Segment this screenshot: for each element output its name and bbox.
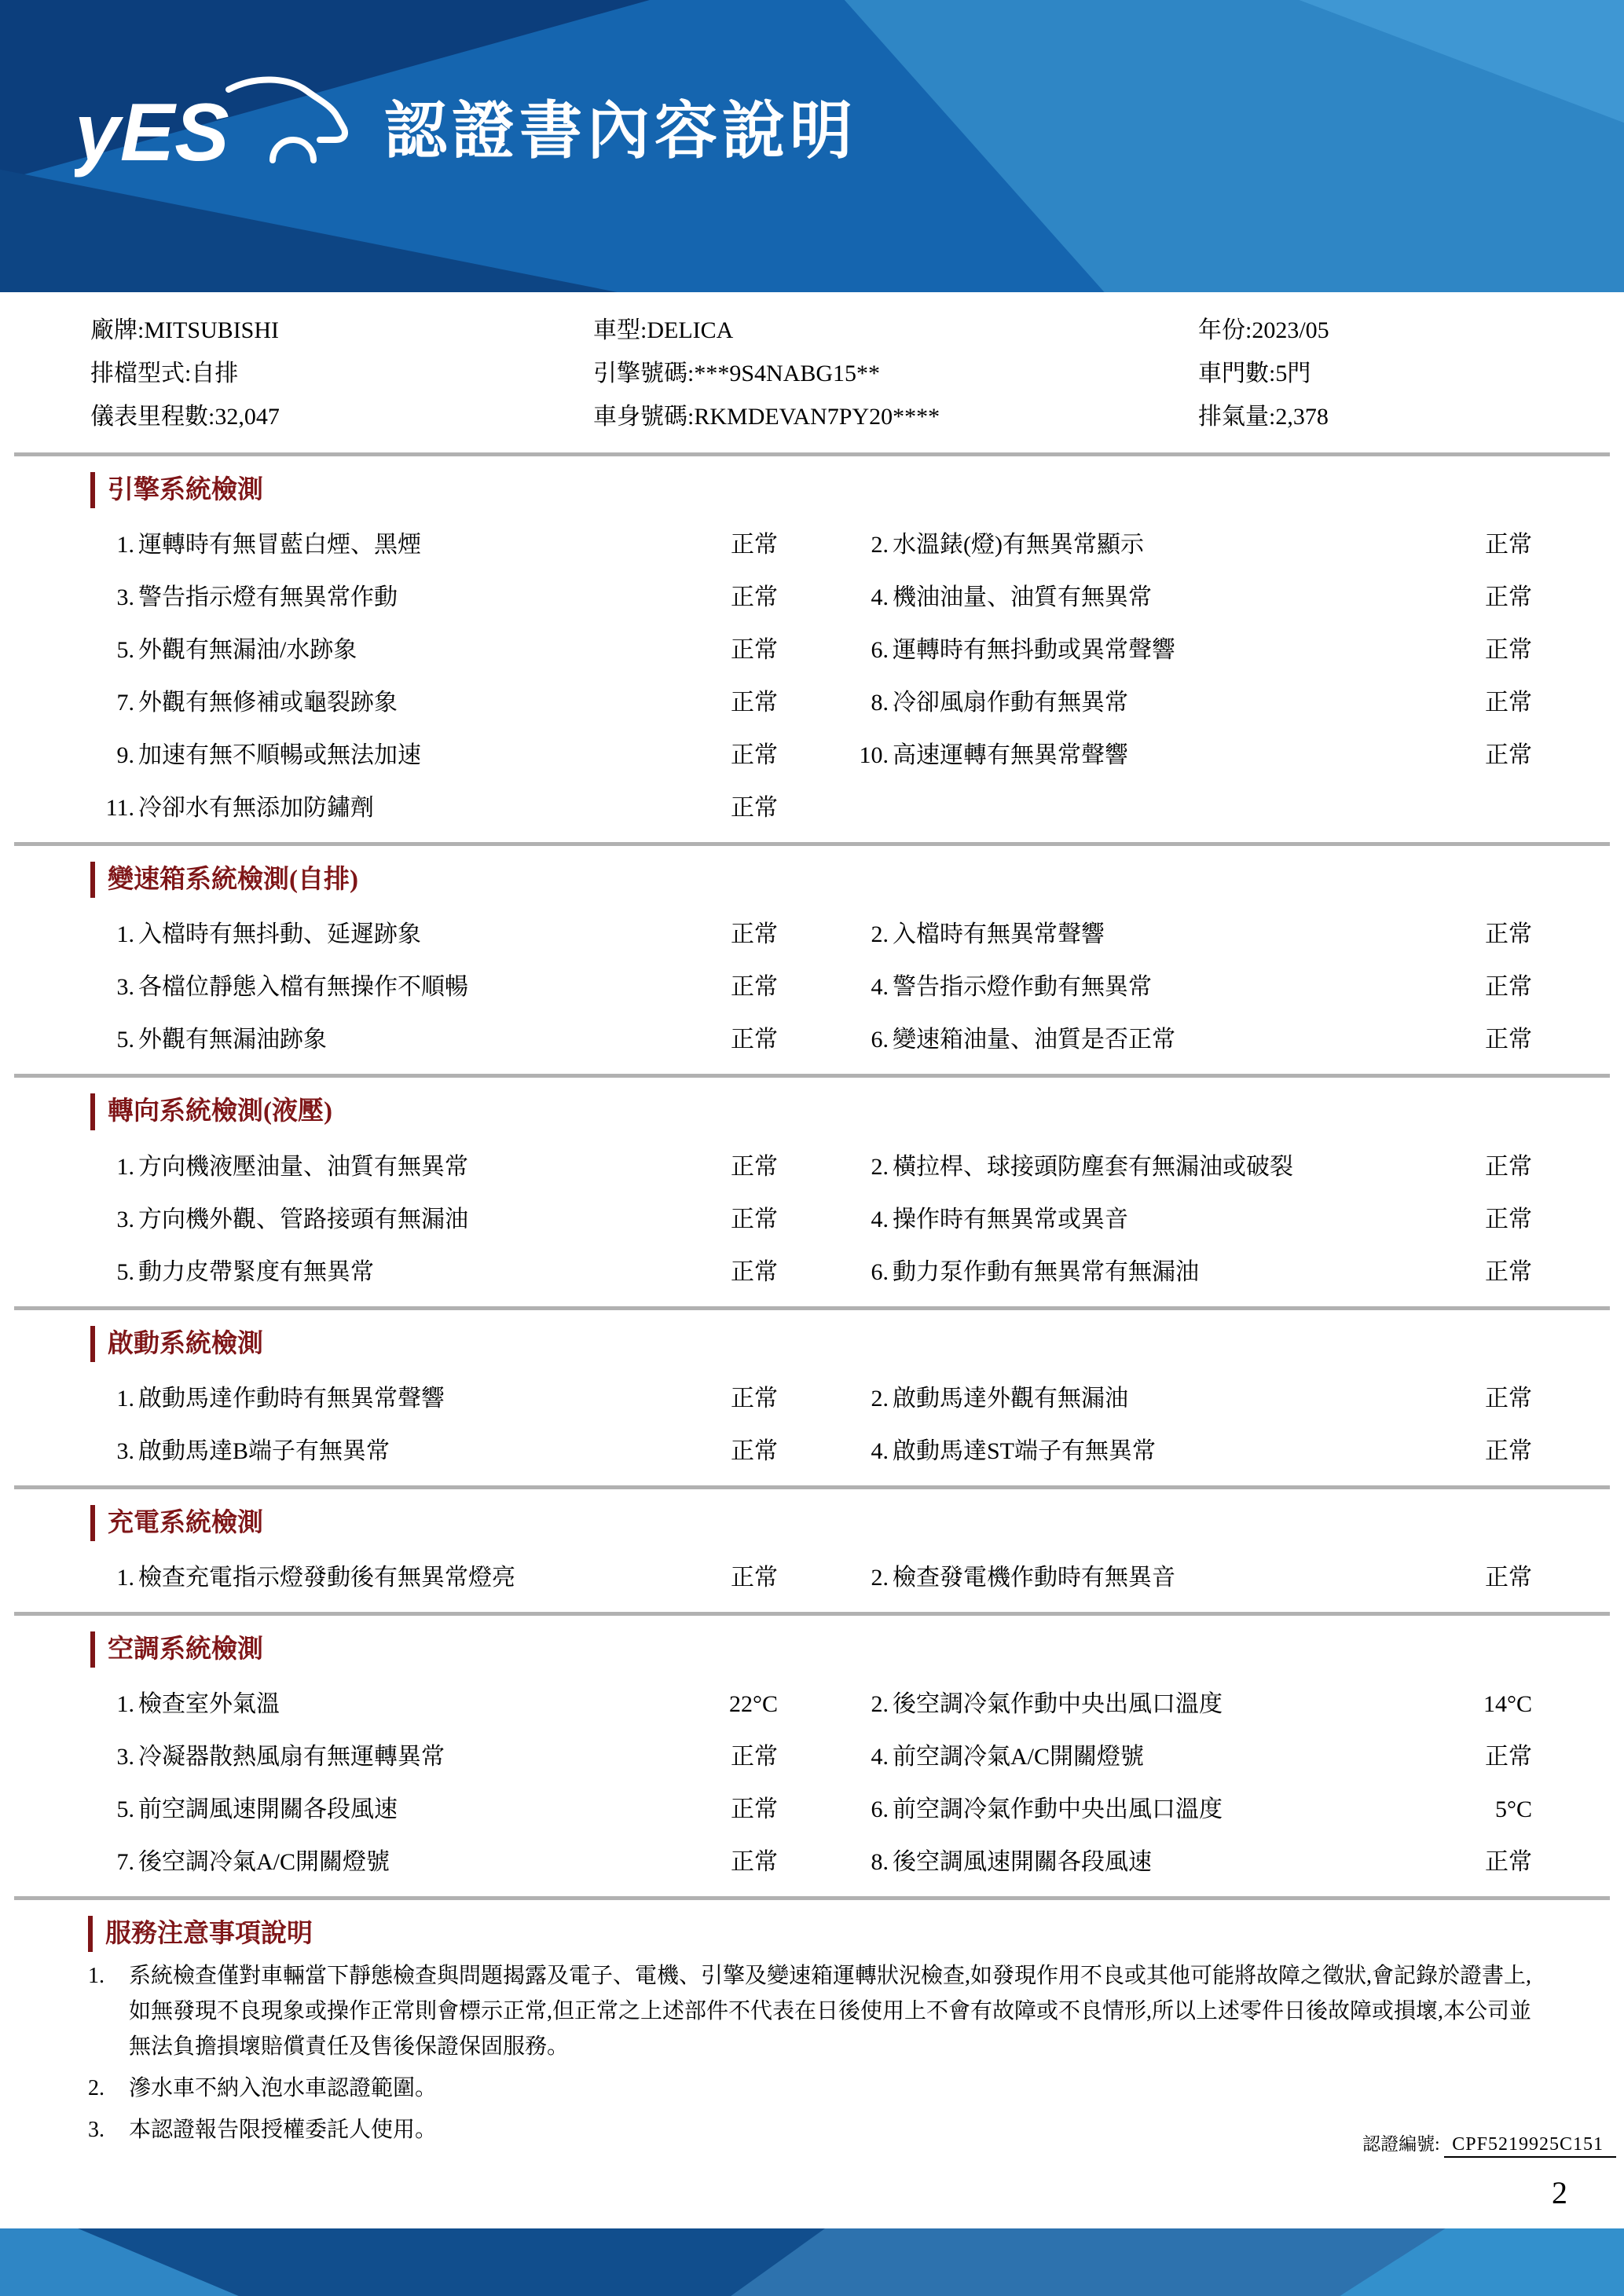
item-result: 正常 [731,1849,778,1876]
item-result: 正常 [1485,1153,1532,1180]
item-number: 2. [871,1564,889,1591]
item-number: 9. [116,742,134,769]
item-number: 8. [871,690,889,716]
item-result: 正常 [1485,1206,1532,1232]
logo-text: yES [75,87,229,178]
item-text: 啟動馬達外觀有無漏油 [893,1385,1128,1412]
item-number: 4. [871,974,889,1001]
inspection-item [845,1151,1532,1184]
info-label: 車型: [593,317,647,343]
item-text: 前空調冷氣作動中央出風口溫度 [893,1796,1223,1823]
inspection-item [90,971,778,1004]
service-note [88,2112,1549,2148]
item-number: 2. [871,1153,889,1180]
item-number: 1. [116,921,134,948]
item-text: 高速運轉有無異常聲響 [893,742,1128,769]
item-result: 正常 [731,921,778,948]
item-number: 2. [871,1385,889,1412]
car-roofline [229,79,345,140]
item-number: 3. [116,974,134,1001]
info-transmission [90,357,593,390]
section-service-notes [0,1900,1624,2155]
header-content [75,58,857,192]
item-number: 1. [116,1385,134,1412]
item-result: 正常 [731,690,778,716]
info-engine-no [593,357,1198,390]
item-result: 正常 [731,974,778,1001]
item-number: 6. [871,637,889,664]
item-result: 正常 [1485,921,1532,948]
note-number: 1. [88,1964,104,1989]
info-year [1198,314,1624,347]
item-text: 運轉時有無冒藍白煙、黑煙 [138,532,421,558]
info-value: MITSUBISHI [144,317,280,343]
item-number: 7. [116,690,134,716]
inspection-item [90,1256,778,1289]
item-result: 正常 [731,532,778,558]
item-result: 5°C [1494,1796,1532,1823]
inspection-items [90,1151,1532,1289]
section-title: 空調系統檢測 [90,1631,263,1668]
item-result: 正常 [1485,1258,1532,1285]
item-text: 前空調風速開關各段風速 [138,1796,398,1823]
page-title: 認證書內容說明 [384,95,857,166]
section-title: 轉向系統檢測(液壓) [90,1093,332,1130]
info-value: 2023/05 [1252,317,1329,343]
section-starting [0,1310,1624,1485]
item-number: 2. [871,921,889,948]
info-value: ***9S4NABG15** [694,361,881,386]
inspection-item [90,1793,778,1826]
section-title: 引擎系統檢測 [90,472,263,508]
item-text: 外觀有無修補或龜裂跡象 [138,690,398,716]
service-note [88,1958,1549,2064]
inspection-item [845,739,1532,772]
item-text: 外觀有無漏油跡象 [138,1027,327,1053]
inspection-items [90,1562,1532,1595]
inspection-item [845,1382,1532,1415]
item-number: 4. [871,584,889,611]
service-note [88,2071,1549,2106]
item-result: 正常 [1485,1027,1532,1053]
item-number: 4. [871,1744,889,1771]
info-value: 自排 [191,361,239,386]
certificate-number-label: 認證編號: [1362,2134,1440,2155]
info-label: 車身號碼: [593,404,695,430]
inspection-items [90,1382,1532,1468]
item-text: 變速箱油量、油質是否正常 [893,1027,1175,1053]
item-text: 後空調冷氣A/C開關燈號 [138,1849,390,1876]
note-text: 本認證報告限授權委託人使用。 [129,2118,438,2143]
item-result: 14°C [1483,1691,1532,1718]
inspection-item [845,918,1532,951]
item-number: 3. [116,1206,134,1232]
item-text: 檢查發電機作動時有無異音 [893,1564,1175,1591]
item-result: 正常 [1485,690,1532,716]
inspection-item [90,1741,778,1774]
item-text: 檢查充電指示燈發動後有無異常燈亮 [138,1564,515,1591]
info-label: 車門數: [1198,361,1276,386]
info-value: 5門 [1275,361,1311,386]
inspection-item [90,792,778,825]
inspection-item [845,1741,1532,1774]
item-result: 正常 [1485,974,1532,1001]
inspection-item [90,1435,778,1468]
inspection-items [90,529,1532,825]
section-aircon [0,1616,1624,1896]
inspection-item [90,1023,778,1056]
section-charging [0,1489,1624,1612]
info-brand [90,314,593,347]
info-value: 32,047 [214,404,280,430]
item-text: 加速有無不順暢或無法加速 [138,742,421,769]
item-text: 方向機液壓油量、油質有無異常 [138,1153,468,1180]
item-result: 正常 [731,637,778,664]
item-result: 正常 [1485,532,1532,558]
certificate-number: CPF5219925C151 [1444,2134,1616,2158]
item-number: 4. [871,1437,889,1464]
item-text: 各檔位靜態入檔有無操作不順暢 [138,974,468,1001]
item-text: 橫拉桿、球接頭防塵套有無漏油或破裂 [893,1153,1293,1180]
note-number: 3. [88,2118,104,2143]
inspection-items [90,918,1532,1056]
inspection-item [90,1382,778,1415]
item-number: 7. [116,1849,134,1876]
item-result: 正常 [1485,1744,1532,1771]
item-result: 正常 [731,1206,778,1232]
item-text: 機油油量、油質有無異常 [893,584,1152,611]
info-label: 儀表里程數: [90,404,215,430]
item-number: 3. [116,584,134,611]
inspection-item [90,1562,778,1595]
item-number: 3. [116,1744,134,1771]
item-number: 1. [116,1564,134,1591]
inspection-item [845,687,1532,720]
info-value: 2,378 [1275,404,1329,430]
item-result: 正常 [731,1258,778,1285]
item-number: 4. [871,1206,889,1232]
item-result: 正常 [731,1437,778,1464]
item-text: 水溫錶(燈)有無異常顯示 [893,532,1144,558]
item-number: 5. [116,1027,134,1053]
item-text: 啟動馬達ST端子有無異常 [893,1437,1157,1464]
car-wheel-arc [273,140,313,160]
item-result: 正常 [1485,742,1532,769]
item-result: 正常 [731,1153,778,1180]
inspection-item [845,971,1532,1004]
page-number: 2 [1552,2175,1567,2210]
item-result: 22°C [728,1691,778,1718]
item-text: 後空調風速開關各段風速 [893,1849,1152,1876]
item-text: 運轉時有無抖動或異常聲響 [893,637,1175,664]
item-result: 正常 [731,1796,778,1823]
section-title: 啟動系統檢測 [90,1326,263,1362]
item-text: 警告指示燈有無異常作動 [138,584,398,611]
item-result: 正常 [731,1385,778,1412]
item-result: 正常 [1485,1849,1532,1876]
inspection-item [90,1688,778,1721]
item-result: 正常 [731,584,778,611]
item-result: 正常 [1485,1437,1532,1464]
footer-decoration [0,2228,1624,2296]
inspection-item [90,918,778,951]
inspection-item [90,739,778,772]
section-steering [0,1078,1624,1305]
item-text: 冷卻風扇作動有無異常 [893,690,1128,716]
item-number: 11. [105,795,134,822]
note-text: 滲水車不納入泡水車認證範圍。 [129,2076,438,2101]
inspection-item [845,1846,1532,1879]
inspection-item [845,1256,1532,1289]
item-number: 5. [116,637,134,664]
item-text: 入檔時有無異常聲響 [893,921,1105,948]
item-result: 正常 [731,1027,778,1053]
item-text: 冷卻水有無添加防鏽劑 [138,795,374,822]
inspection-item [845,581,1532,614]
info-mileage [90,401,593,434]
item-number: 2. [871,1691,889,1718]
item-number: 10. [859,742,889,769]
item-number: 6. [871,1258,889,1285]
inspection-item [90,529,778,562]
section-transmission [0,846,1624,1074]
item-number: 6. [871,1796,889,1823]
info-doors [1198,357,1624,390]
item-result: 正常 [1485,584,1532,611]
item-text: 啟動馬達作動時有無異常聲響 [138,1385,445,1412]
item-result: 正常 [1485,1564,1532,1591]
info-value: RKMDEVAN7PY20**** [694,404,940,430]
inspection-item [90,687,778,720]
inspection-item [90,634,778,667]
item-result: 正常 [731,742,778,769]
item-text: 外觀有無漏油/水跡象 [138,637,357,664]
inspection-item [90,581,778,614]
info-value: DELICA [647,317,734,343]
inspection-item [845,634,1532,667]
item-result: 正常 [1485,1385,1532,1412]
item-number: 6. [871,1027,889,1053]
item-number: 3. [116,1437,134,1464]
item-text: 後空調冷氣作動中央出風口溫度 [893,1691,1223,1718]
item-number: 1. [116,1691,134,1718]
vehicle-info [90,314,1624,434]
item-text: 動力泵作動有無異常有無漏油 [893,1258,1199,1285]
info-label: 排檔型式: [90,361,192,386]
info-vin [593,401,1198,434]
item-text: 入檔時有無抖動、延遲跡象 [138,921,421,948]
info-label: 排氣量: [1198,404,1276,430]
item-number: 8. [871,1849,889,1876]
item-result: 正常 [731,795,778,822]
certificate-number-line [1362,2129,1616,2155]
info-label: 引擎號碼: [593,361,695,386]
item-number: 1. [116,532,134,558]
inspection-item [845,1688,1532,1721]
item-text: 冷凝器散熱風扇有無運轉異常 [138,1744,445,1771]
section-title: 服務注意事項說明 [88,1916,313,1952]
info-displacement [1198,401,1624,434]
yes-car-logo [75,58,350,192]
section-title: 變速箱系統檢測(自排) [90,862,358,898]
inspection-item [845,1793,1532,1826]
item-text: 檢查室外氣溫 [138,1691,280,1718]
item-result: 正常 [731,1564,778,1591]
item-text: 啟動馬達B端子有無異常 [138,1437,390,1464]
inspection-items [90,1688,1532,1879]
inspection-item [90,1203,778,1236]
item-text: 警告指示燈作動有無異常 [893,974,1152,1001]
item-text: 前空調冷氣A/C開關燈號 [893,1744,1145,1771]
inspection-item [90,1151,778,1184]
inspection-item [845,1435,1532,1468]
section-engine [0,456,1624,842]
item-result: 正常 [731,1744,778,1771]
item-text: 操作時有無異常或異音 [893,1206,1128,1232]
item-result: 正常 [1485,637,1532,664]
inspection-item [90,1846,778,1879]
note-text: 系統檢查僅對車輛當下靜態檢查與問題揭露及電子、電機、引擎及變速箱運轉狀況檢查,如發現作用不良或其他可能將故障之徵狀,會記錄於證書上,如無發現不良現象或操作正常則會標示正常,但正常之上述部件不代表在日後使用上不會有故障或不良情形,所以上述零件日後故障或損壞,本公司並無法負擔損壞賠償責任及售後保證保固服務。 [129,1964,1532,2060]
note-number: 2. [88,2076,104,2101]
info-model [593,314,1198,347]
page-header [0,0,1624,292]
inspection-item [845,1023,1532,1056]
item-text: 動力皮帶緊度有無異常 [138,1258,374,1285]
info-label: 廠牌: [90,317,145,343]
inspection-item [845,1562,1532,1595]
section-title: 充電系統檢測 [90,1505,263,1541]
item-text: 方向機外觀、管路接頭有無漏油 [138,1206,468,1232]
info-label: 年份: [1198,317,1252,343]
item-number: 5. [116,1258,134,1285]
item-number: 2. [871,532,889,558]
item-number: 1. [116,1153,134,1180]
item-number: 5. [116,1796,134,1823]
inspection-item [845,529,1532,562]
inspection-item [845,1203,1532,1236]
